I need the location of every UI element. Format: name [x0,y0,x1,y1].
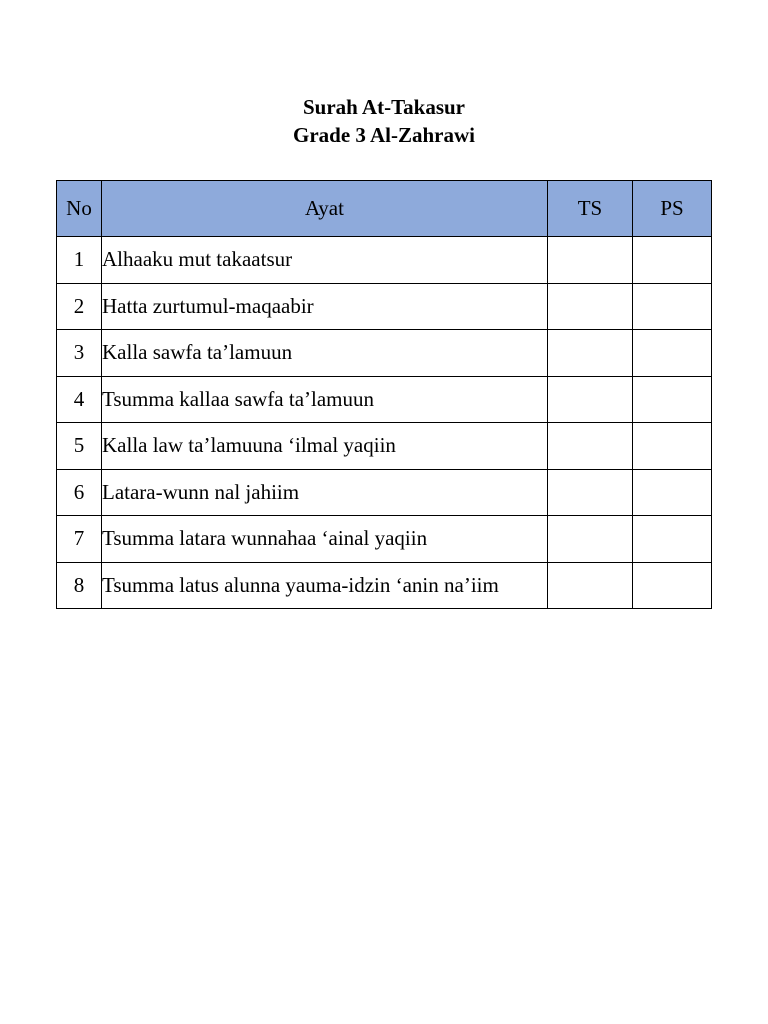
ps-cell[interactable] [633,376,712,423]
ts-cell[interactable] [548,562,633,609]
ayat-text: Latara-wunn nal jahiim [102,469,548,516]
ts-cell[interactable] [548,423,633,470]
header-ayat: Ayat [102,181,548,237]
ts-cell[interactable] [548,469,633,516]
ayat-text: Tsumma kallaa sawfa ta’lamuun [102,376,548,423]
ayat-text: Tsumma latus alunna yauma-idzin ‘anin na’iim [102,562,548,609]
table-row [57,562,712,609]
ps-cell[interactable] [633,423,712,470]
ps-cell[interactable] [633,562,712,609]
row-number: 3 [57,330,102,377]
ayat-text: Hatta zurtumul-maqaabir [102,283,548,330]
ts-cell[interactable] [548,237,633,284]
ayat-checklist-table [56,180,712,609]
ts-cell[interactable] [548,376,633,423]
ps-cell[interactable] [633,237,712,284]
table-row [57,330,712,377]
row-number: 7 [57,516,102,563]
ts-cell[interactable] [548,516,633,563]
table-row [57,516,712,563]
ps-cell[interactable] [633,283,712,330]
table-row [57,469,712,516]
header-ps: PS [633,181,712,237]
header-no: No [57,181,102,237]
ts-cell[interactable] [548,283,633,330]
document-title: Surah At-Takasur [302,95,466,119]
ps-cell[interactable] [633,516,712,563]
row-number: 2 [57,283,102,330]
table-row [57,376,712,423]
ayat-text: Kalla law ta’lamuuna ‘ilmal yaqiin [102,423,548,470]
ts-cell[interactable] [548,330,633,377]
table-header-row [57,181,712,237]
table-row [57,283,712,330]
ayat-text: Kalla sawfa ta’lamuun [102,330,548,377]
row-number: 8 [57,562,102,609]
row-number: 6 [57,469,102,516]
ps-cell[interactable] [633,469,712,516]
ayat-text: Tsumma latara wunnahaa ‘ainal yaqiin [102,516,548,563]
row-number: 1 [57,237,102,284]
row-number: 4 [57,376,102,423]
ps-cell[interactable] [633,330,712,377]
document-subtitle: Grade 3 Al-Zahrawi [293,123,475,147]
table-row [57,237,712,284]
table-row [57,423,712,470]
header-ts: TS [548,181,633,237]
ayat-text: Alhaaku mut takaatsur [102,237,548,284]
row-number: 5 [57,423,102,470]
